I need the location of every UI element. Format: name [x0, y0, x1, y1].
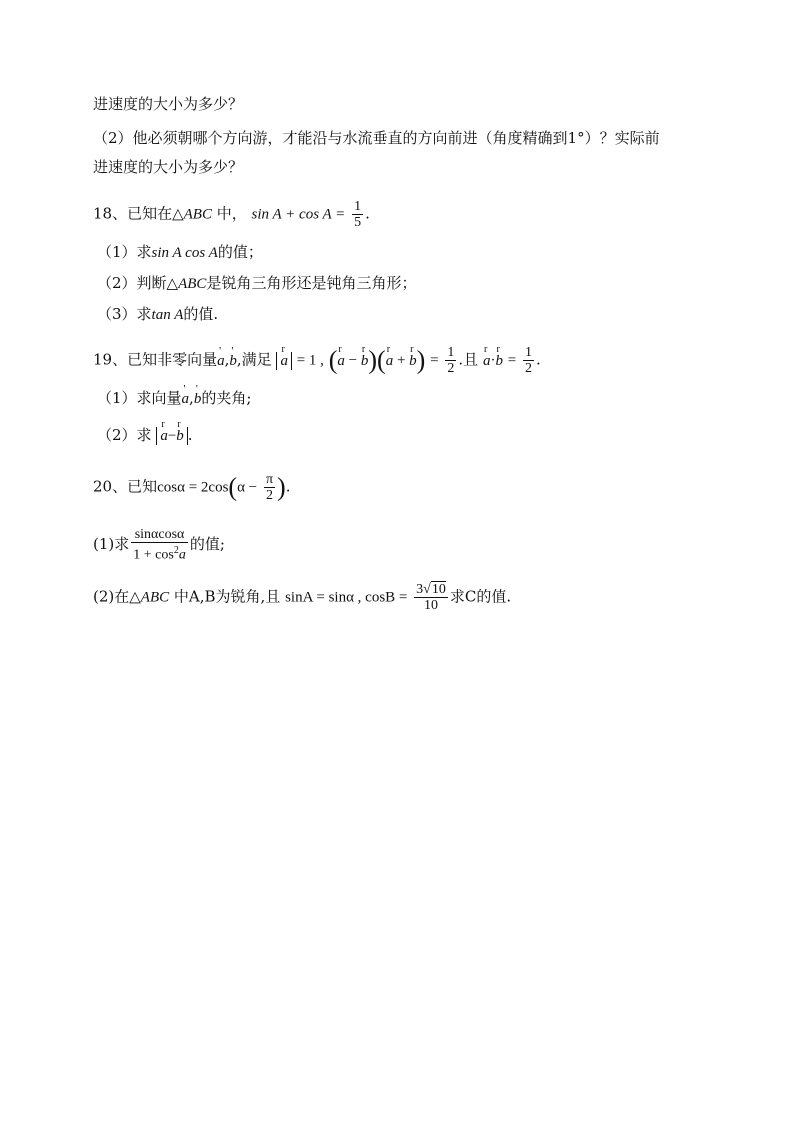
part-prefix: （2）判断	[97, 274, 167, 292]
paren: )	[368, 345, 378, 375]
triangle-symbol: △	[172, 206, 184, 223]
question-19-part-2	[97, 425, 193, 445]
fraction-numerator: 3√10	[416, 582, 446, 597]
minus-sign: −	[167, 428, 177, 444]
q20-prefix: 20、已知	[93, 477, 158, 496]
question-18	[93, 199, 370, 230]
vector-a: ' a	[217, 351, 225, 371]
equals: =	[430, 352, 439, 369]
q19-conjunction: .且	[458, 350, 479, 369]
triangle-name: ABC	[183, 206, 212, 223]
q18-expression: sin A + cos A =	[251, 206, 346, 223]
dot-operator: ·	[490, 352, 496, 369]
part-suffix: 求C的值.	[449, 587, 512, 606]
q18-mid: 中，	[211, 204, 247, 223]
part-suffix: 的夹角;	[201, 389, 252, 407]
vector-a: r a	[280, 352, 288, 370]
paren: (	[377, 345, 386, 375]
vector-b: r b	[409, 351, 417, 371]
fraction-trig	[131, 527, 188, 563]
part-prefix: （3）求	[97, 305, 152, 323]
q20-end: .	[285, 477, 291, 496]
fraction-one-fifth	[352, 199, 363, 230]
fraction-sqrt	[414, 582, 448, 613]
paren: (	[328, 345, 338, 375]
part-expression: sinA = sinα , cosB =	[285, 589, 408, 606]
question-18-part-3	[97, 304, 218, 325]
question-18-part-1	[97, 242, 263, 263]
part-prefix: (2)在	[93, 587, 130, 606]
question-20	[93, 472, 290, 503]
fraction-pi-half	[264, 472, 275, 503]
question-19: 19、已知非零向量' a,' b,满足 r a = 1 , (r a − r b)(r a + r b) = $\frac{1}{2}$ .且 r a·r b = $\frac{1}{2}$ .	[93, 345, 541, 376]
abs-vector-a	[276, 352, 292, 370]
den-part: 1 + cos	[133, 547, 174, 563]
q20-expression: cosα = 2cos	[157, 479, 229, 496]
part-suffix: 的值;	[189, 534, 225, 553]
vector-b: r b	[176, 427, 184, 445]
comma: ,	[224, 350, 230, 369]
question-18-part-2	[97, 273, 416, 294]
part-end: .	[187, 426, 193, 444]
part-mid: 中A,B为锐角,且	[169, 587, 281, 606]
alpha-minus: α −	[237, 479, 258, 496]
fraction-denominator	[131, 543, 188, 563]
triangle-name: ABC	[140, 589, 170, 606]
fraction-numerator: 1	[524, 345, 532, 360]
fraction-denominator: 10	[424, 598, 439, 613]
paren: (	[228, 472, 238, 502]
fraction-denominator: 2	[447, 361, 455, 376]
part-suffix: 的值.	[183, 305, 219, 323]
vector-a: r a	[337, 351, 345, 371]
vector-b: ' b	[229, 351, 237, 371]
triangle-symbol: △	[166, 276, 179, 292]
den-variable: a	[178, 547, 186, 563]
part-expression: tan A	[151, 307, 184, 323]
q18-end: .	[365, 204, 370, 223]
fraction-numerator: 1	[354, 199, 362, 214]
question-20-part-1	[93, 527, 225, 563]
comma: ,	[189, 389, 194, 407]
text-line-2: （2）他必须朝哪个方向游，才能沿与水流垂直的方向前进（角度精确到1°）？实际前	[93, 129, 660, 147]
fraction-numerator: 1	[447, 345, 455, 360]
text-line-3: 进速度的大小为多少？	[93, 158, 244, 176]
fraction-one-half	[445, 345, 456, 376]
vector-a: r a	[386, 351, 394, 371]
fraction-denominator: 5	[354, 215, 362, 230]
radicand: 10	[431, 582, 446, 597]
fraction-one-half	[523, 345, 534, 376]
triangle-name: ABC	[178, 276, 207, 292]
vector-b: r b	[361, 351, 369, 371]
triangle-symbol: △	[129, 589, 141, 606]
part-suffix: 的值；	[217, 243, 263, 261]
q19-mid: ,满足	[236, 350, 272, 369]
fraction-denominator: 2	[265, 488, 273, 503]
q19-end: .	[535, 350, 541, 369]
abs-difference	[156, 427, 187, 445]
fraction-numerator: π	[265, 472, 274, 487]
part-expression: sin A cos A	[151, 245, 218, 261]
part-suffix: 是锐角三角形还是钝角三角形；	[206, 274, 417, 292]
vector-a: ' a	[182, 389, 190, 409]
fraction-numerator: sinαcosα	[131, 527, 188, 543]
paren: )	[277, 472, 286, 502]
q18-prefix: 18、已知在	[93, 204, 173, 223]
part-prefix: （1）求向量	[97, 389, 182, 407]
question-19-part-1	[97, 388, 251, 409]
vector-a: r a	[160, 427, 168, 445]
part-prefix: （1）求	[97, 243, 152, 261]
fraction-denominator: 2	[524, 361, 532, 376]
question-20-part-2	[93, 582, 511, 613]
equals-one: = 1 ,	[296, 352, 324, 369]
coefficient: 3	[416, 582, 424, 597]
vector-b: r b	[495, 351, 503, 371]
q19-prefix: 19、已知非零向量	[93, 350, 218, 369]
text-line-1: 进速度的大小为多少？	[93, 95, 244, 113]
vector-b: ' b	[194, 389, 202, 409]
part-prefix: （2）求	[97, 426, 152, 444]
superscript: 2	[173, 545, 179, 556]
equals: =	[507, 352, 517, 369]
vector-a: r a	[483, 351, 491, 371]
paren: )	[416, 345, 426, 375]
part-prefix: (1)求	[93, 534, 130, 553]
